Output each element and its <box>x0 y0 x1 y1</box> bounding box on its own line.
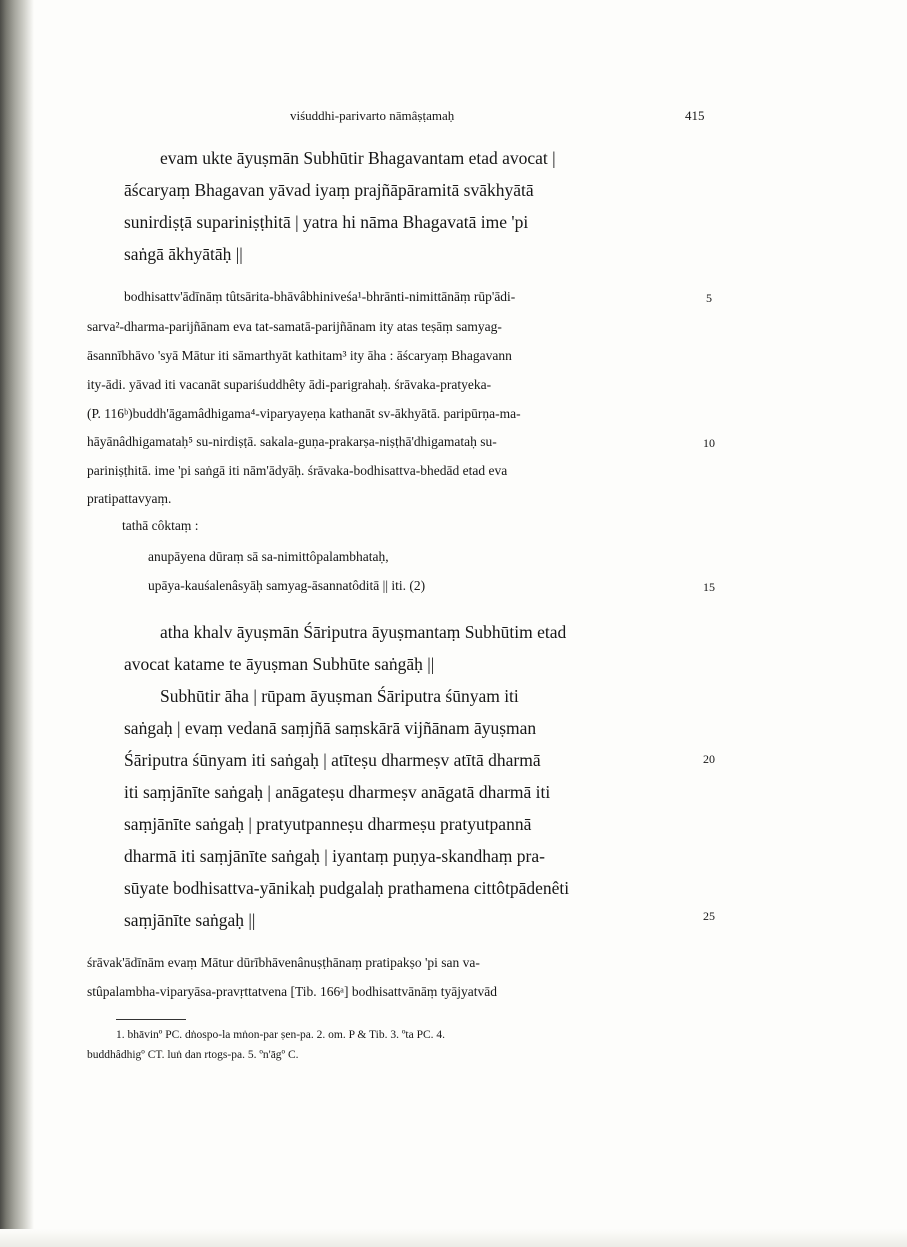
commentary-line: śrāvak'ādīnām evaṃ Mātur dūrībhāvenânuṣṭhānaṃ pratipakṣo 'pi san va- <box>87 955 480 970</box>
sutra-line: Śāriputra śūnyam iti saṅgaḥ | atīteṣu dharmeṣv atītā dharmā <box>124 750 541 770</box>
commentary-line: (P. 116ᵇ)buddh'āgamâdhigama⁴-viparyayeṇa kathanāt sv-ākhyātā. paripūrṇa-ma- <box>87 406 521 421</box>
sutra-line: sunirdiṣṭā supariniṣṭhitā | yatra hi nāma Bhagavatā ime 'pi <box>124 212 529 232</box>
commentary-line: pariniṣṭhitā. ime 'pi saṅgā iti nām'ādyāḥ. śrāvaka-bodhisattva-bhedād etad eva <box>87 463 508 478</box>
sutra-line: atha khalv āyuṣmān Śāriputra āyuṣmantaṃ Subhūtim etad <box>160 622 567 642</box>
sutra-line: avocat katame te āyuṣman Subhūte saṅgāḥ || <box>124 654 435 674</box>
footnote-rule <box>116 1019 186 1020</box>
sutra-line: Subhūtir āha | rūpam āyuṣman Śāriputra śūnyam iti <box>160 686 519 706</box>
footnote-line: buddhâdhigº CT. luṅ dan rtogs-pa. 5. ºn'āgº C. <box>87 1049 299 1061</box>
footnote-line: 1. bhāvinº PC. dṅospo-la mṅon-par ṣen-pa. 2. om. P & Tib. 3. ºta PC. 4. <box>116 1029 446 1041</box>
line-number: 25 <box>703 909 715 923</box>
commentary-line: sarva²-dharma-parijñānam eva tat-samatā-parijñānam ity atas teṣāṃ samyag- <box>87 319 502 334</box>
line-number: 15 <box>703 580 715 594</box>
commentary-line: hāyānâdhigamataḥ⁵ su-nirdiṣṭā. sakala-guṇa-prakarṣa-niṣṭhā'dhigamataḥ su- <box>87 434 497 449</box>
sutra-line: iti saṃjānīte saṅgaḥ | anāgateṣu dharmeṣv anāgatā dharmā iti <box>124 782 551 802</box>
sutra-line: āścaryaṃ Bhagavan yāvad iyaṃ prajñāpāramitā svākhyātā <box>124 180 534 200</box>
line-number: 5 <box>706 291 712 305</box>
commentary-line: stûpalambha-viparyāsa-pravṛttatvena [Tib. 166ᵃ] bodhisattvānāṃ tyājyatvād <box>87 984 497 999</box>
sutra-line: dharmā iti saṃjānīte saṅgaḥ | iyantaṃ puṇya-skandhaṃ pra- <box>124 846 545 866</box>
scanned-page-binding-shadow <box>0 0 34 1247</box>
sutra-line: saṅgaḥ | evaṃ vedanā saṃjñā saṃskārā vijñānam āyuṣman <box>124 718 537 738</box>
line-number: 20 <box>703 752 715 766</box>
page-number: 415 <box>685 108 705 123</box>
line-number: 10 <box>703 436 715 450</box>
verse-line: upāya-kauśalenâsyāḥ samyag-āsannatôditā || iti. (2) <box>148 578 426 593</box>
verse-line: anupāyena dūraṃ sā sa-nimittôpalambhataḥ, <box>148 549 389 564</box>
commentary-line: āsannībhāvo 'syā Mātur iti sāmarthyāt kathitam³ ity āha : āścaryaṃ Bhagavann <box>87 348 512 363</box>
sutra-line: saṃjānīte saṅgaḥ || <box>124 910 256 930</box>
sutra-line: saṅgā ākhyātāḥ || <box>124 244 243 264</box>
commentary-line: tathā côktaṃ : <box>122 518 199 533</box>
commentary-line: ity-ādi. yāvad iti vacanāt supariśuddhêty ādi-parigrahaḥ. śrāvaka-pratyeka- <box>87 377 492 392</box>
sutra-line: sūyate bodhisattva-yānikaḥ pudgalaḥ prathamena cittôtpādenêti <box>124 878 570 898</box>
sutra-line: saṃjānīte saṅgaḥ | pratyutpanneṣu dharmeṣu pratyutpannā <box>124 814 532 834</box>
sutra-line: evam ukte āyuṣmān Subhūtir Bhagavantam etad avocat | <box>160 148 556 168</box>
commentary-line: pratipattavyaṃ. <box>87 491 172 506</box>
scanned-page-bottom-edge <box>0 1229 907 1247</box>
running-header-title: viśuddhi-parivarto nāmâṣṭamaḥ <box>290 108 455 123</box>
commentary-line: bodhisattv'ādīnāṃ tûtsārita-bhāvâbhiniveśa¹-bhrānti-nimittānāṃ rūp'ādi- <box>124 289 516 304</box>
